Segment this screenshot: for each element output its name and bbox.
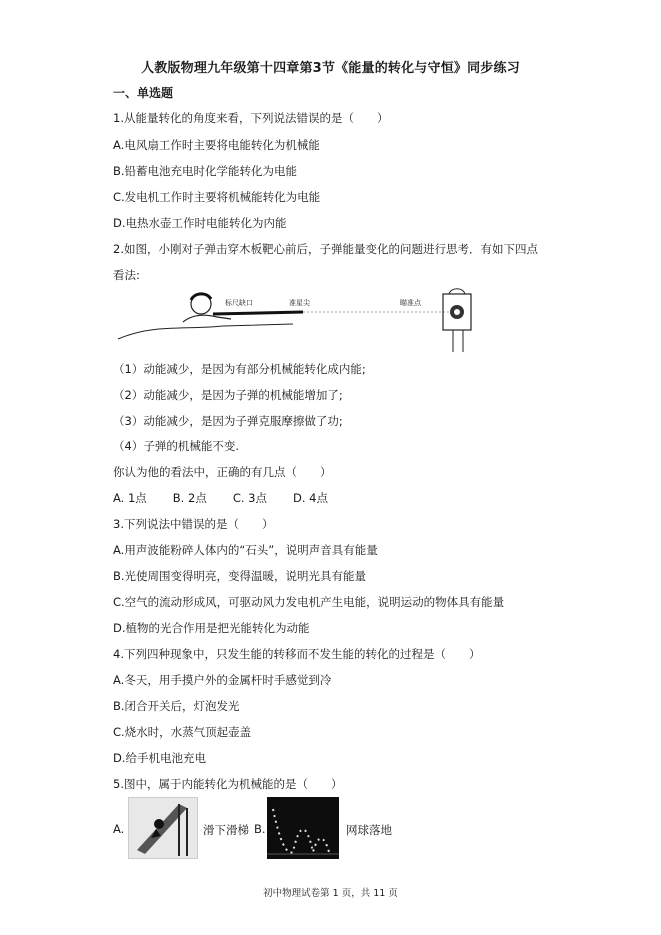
question-5-option-b-letter: B. [254,822,266,836]
page-title: 人教版物理九年级第十四章第3节《能量的转化与守恒》同步练习 [141,61,520,76]
figure-label-rear-sight: 标尺缺口 [225,299,253,307]
question-5-option-b-text: 网球落地 [346,823,392,837]
question-1-option-d: D.电热水壶工作时电能转化为内能 [113,216,287,230]
tennis-ball-image [267,797,339,859]
question-2-statement-2: （2）动能减少，是因为子弹的机械能增加了; [113,388,343,402]
question-5-stem: 5.图中，属于内能转化为机械能的是（ ） [113,777,343,791]
question-2-statement-4: （4）子弹的机械能不变. [113,439,239,453]
question-2-ask: 你认为他的看法中，正确的有几点（ ） [113,465,332,479]
question-2-option-c: C. 3点 [232,491,267,505]
ball-bounce-illustration [267,797,339,859]
rifle-shooter-illustration [113,284,493,354]
question-1-option-a: A.电风扇工作时主要将电能转化为机械能 [113,138,320,152]
question-2-stem-line2: 看法: [113,268,140,282]
question-4-option-d: D.给手机电池充电 [113,751,207,765]
question-2-statement-3: （3）动能减少，是因为子弹克服摩擦做了功; [113,414,343,428]
question-3-option-a: A.用声波能粉碎人体内的“石头”，说明声音具有能量 [113,543,378,557]
question-3-option-b: B.光使周围变得明亮，变得温暖，说明光具有能量 [113,569,367,583]
figure-label-front-sight: 准星尖 [289,299,310,307]
page-footer: 初中物理试卷第 1 页，共 11 页 [263,888,398,899]
question-3-stem: 3.下列说法中错误的是（ ） [113,517,274,531]
question-4-stem: 4.下列四种现象中，只发生能的转移而不发生能的转化的过程是（ ） [113,647,481,661]
question-1-option-b: B.铅蓄电池充电时化学能转化为电能 [113,164,298,178]
question-2-option-b: B. 2点 [172,491,207,505]
question-2-option-d: D. 4点 [293,491,328,505]
question-1-option-c: C.发电机工作时主要将机械能转化为电能 [113,190,321,204]
slide-illustration [129,798,197,858]
question-2-option-a: A. 1点 [113,491,147,505]
question-2-statement-1: （1）动能减少，是因为有部分机械能转化成内能; [113,362,366,376]
question-3-option-c: C.空气的流动形成风，可驱动风力发电机产生电能，说明运动的物体具有能量 [113,595,505,609]
question-3-option-d: D.植物的光合作用是把光能转化为动能 [113,621,310,635]
question-2-options [113,490,354,506]
question-5-option-a-text: 滑下滑梯 [203,823,249,837]
question-5-option-a-letter: A. [113,822,125,836]
question-4-option-a: A.冬天，用手摸户外的金属杆时手感觉到冷 [113,673,332,687]
question-1-stem: 1.从能量转化的角度来看，下列说法错误的是（ ） [113,111,389,125]
figure-label-aim-point: 瞄准点 [400,299,421,307]
question-4-option-b: B.闭合开关后，灯泡发光 [113,699,240,713]
rifle-aiming-figure [113,284,493,354]
question-2-stem-line1: 2.如图，小刚对子弹击穿木板靶心前后，子弹能量变化的问题进行思考．有如下四点 [113,242,538,256]
question-4-option-c: C.烧水时，水蒸气顶起壶盖 [113,725,252,739]
slide-image [128,797,198,859]
section-heading: 一、单选题 [113,86,174,100]
